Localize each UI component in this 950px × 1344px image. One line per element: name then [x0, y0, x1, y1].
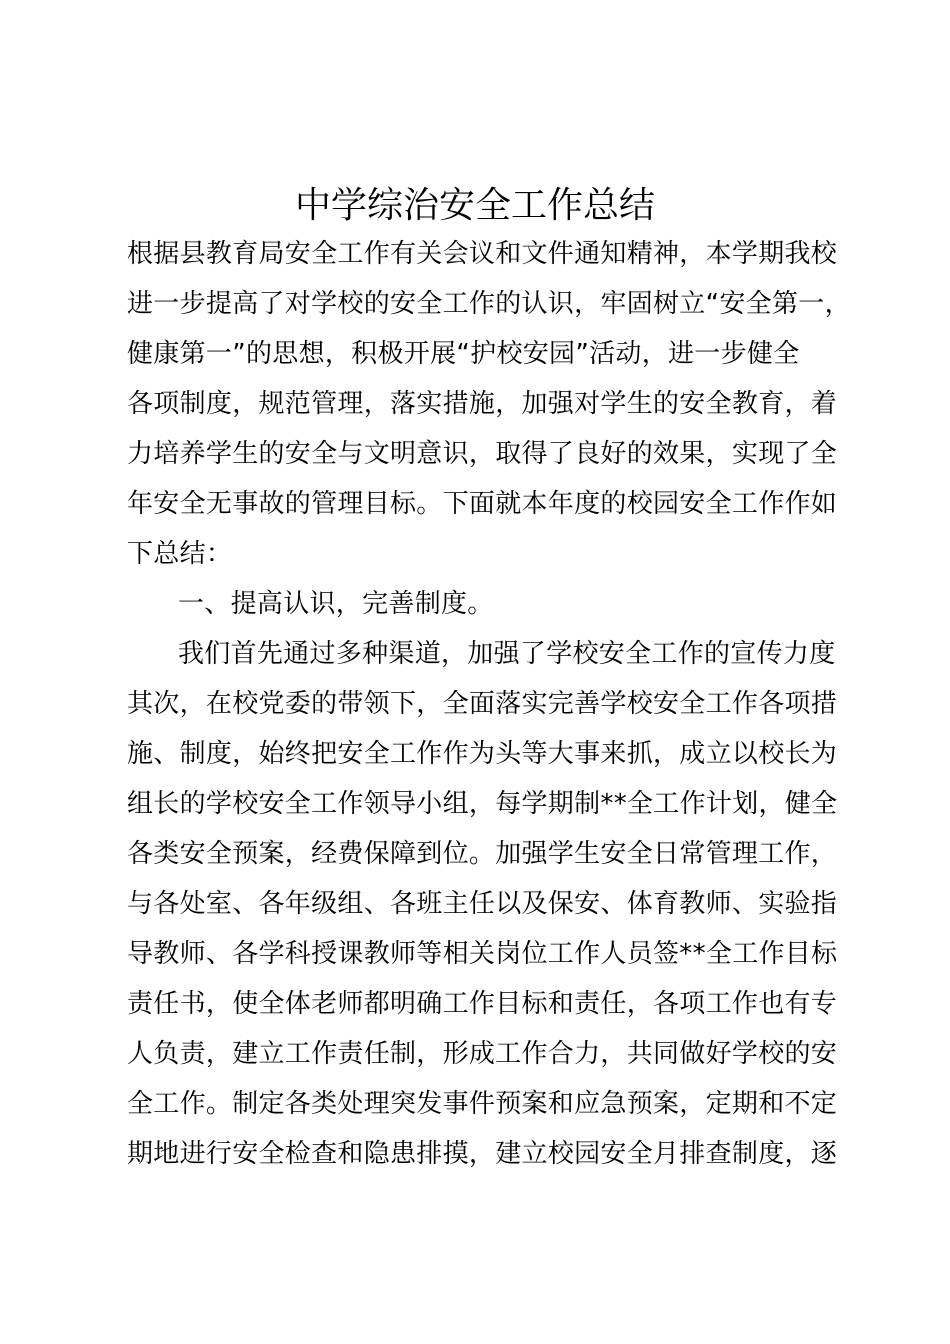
text-line: 全工作。制定各类处理突发事件预案和应急预案，定期和不定: [127, 1089, 838, 1119]
text-line: 下总结：: [127, 539, 233, 569]
document-title: 中学综治安全工作总结: [294, 185, 655, 226]
text-line: 其次，在校党委的带领下，全面落实完善学校安全工作各项措: [127, 689, 838, 719]
text-line: 人负责，建立工作责任制，形成工作合力，共同做好学校的安: [127, 1039, 838, 1069]
text-line: 责任书，使全体老师都明确工作目标和责任，各项工作也有专: [127, 989, 838, 1019]
text-line: 年安全无事故的管理目标。下面就本年度的校园安全工作作如: [127, 489, 838, 519]
text-line: 各项制度，规范管理，落实措施，加强对学生的安全教育，着: [127, 389, 838, 419]
section-heading: 一、提高认识，完善制度。: [178, 589, 494, 619]
text-line: 力培养学生的安全与文明意识，取得了良好的效果，实现了全: [127, 439, 838, 469]
text-line: 施、制度，始终把安全工作作为头等大事来抓，成立以校长为: [127, 739, 838, 769]
text-line: 进一步提高了对学校的安全工作的认识，牢固树立“安全第一，: [127, 289, 851, 319]
text-line: 组长的学校安全工作领导小组，每学期制**全工作计划，健全: [127, 789, 838, 819]
text-line: 各类安全预案，经费保障到位。加强学生安全日常管理工作，: [127, 839, 838, 869]
text-line: 与各处室、各年级组、各班主任以及保安、体育教师、实验指: [127, 889, 838, 919]
text-line: 导教师、各学科授课教师等相关岗位工作人员签**全工作目标: [127, 939, 838, 969]
text-line: 健康第一”的思想，积极开展“护校安园”活动，进一步健全: [127, 339, 800, 369]
text-line: 期地进行安全检查和隐患排摸，建立校园安全月排查制度，逐: [127, 1139, 838, 1169]
text-line: 我们首先通过多种渠道，加强了学校安全工作的宣传力度: [178, 639, 836, 669]
text-line: 根据县教育局安全工作有关会议和文件通知精神，本学期我校: [127, 239, 838, 269]
